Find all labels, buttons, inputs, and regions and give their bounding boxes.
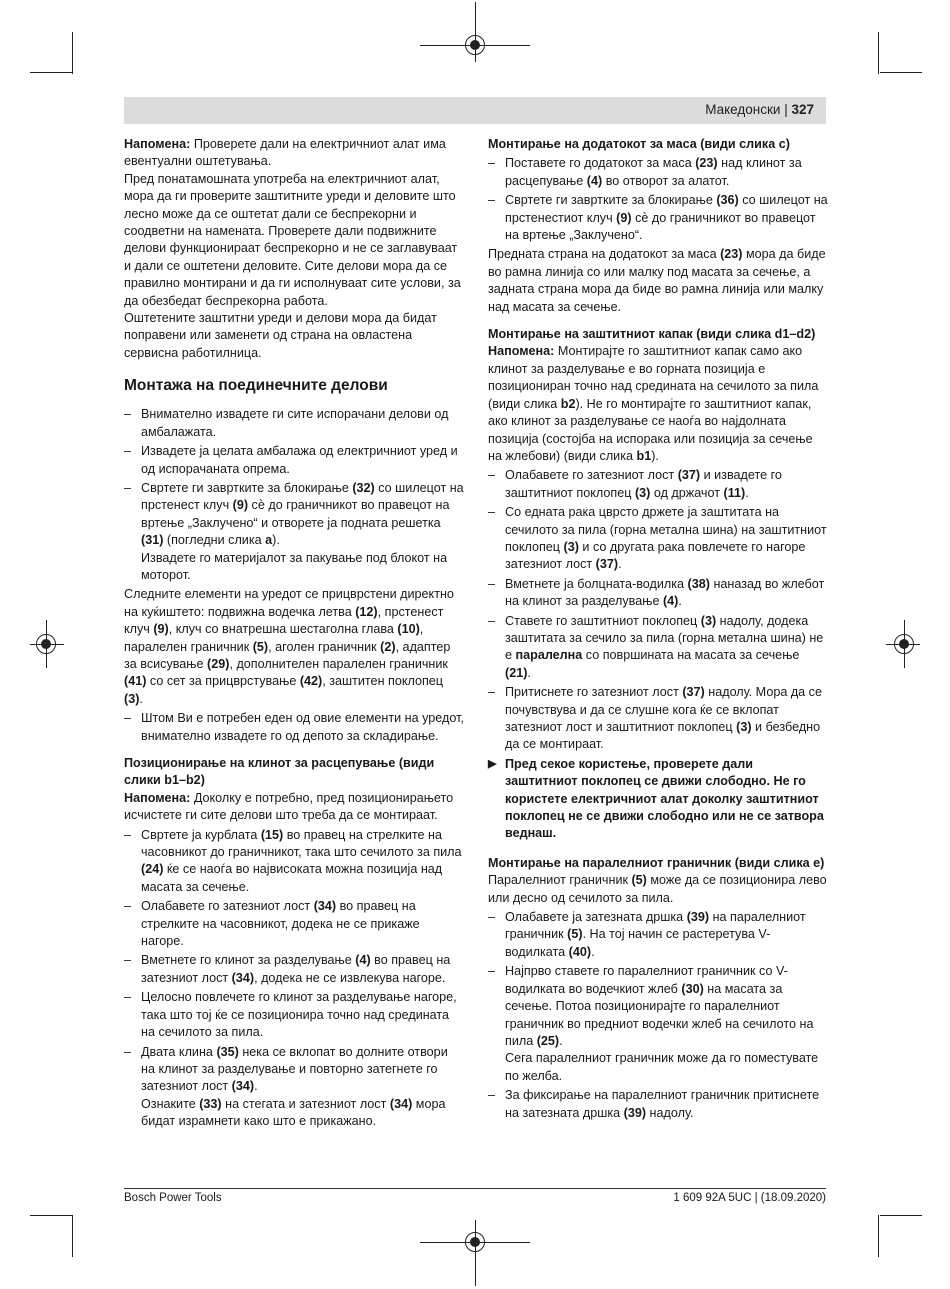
list-item: – Двата клина (35) нека се вклопат во долните отвори на клинот за разделување и повторно затегнете го затезниот лост (34). Ознаките (33) на стегата и затезниот лост (34) мора бидат израмнети како што е прикажано.: [124, 1044, 464, 1131]
paragraph: Пред понатамошната употреба на електричниот алат, мора да ги проверите заштитните уреди и деловите што лесно може да се оштетат дали се беспрекорни и соодветни на намената. Проверете дали подвижните делови функционираат беспрекорно и не се заглавуваат и дали се оштетени деловите. Сите делови мора да се правилно монтирани и да ги исполнуваат сите услови, за да обезбедат беспрекорна работа.: [124, 171, 461, 308]
registration-target-icon: [465, 35, 485, 55]
list-item: – За фиксирање на паралелниот граничник притиснете на затезната дршка (39) надолу.: [488, 1087, 828, 1122]
subsection-heading: Позиционирање на клинот за расцепување (види слики b1–b2): [124, 756, 435, 788]
subsection-heading: Монтирање на додатокот за маса (види слика c): [488, 137, 790, 151]
note-paragraph: [124, 790, 464, 825]
list-subtext: Сега паралелниот граничник може да го поместувате по желба.: [505, 1051, 819, 1083]
registration-target-icon: [465, 1232, 485, 1252]
list-item: – Вметнете го клинот за разделување (4) во правец на затезниот лост (34), додека не се извлекува нагоре.: [124, 952, 464, 987]
list-item: – Со едната рака цврсто држете ја заштитата на сечилото за пила (горна метална шина) на заштитниот поклопец (3) и со другата рака повлечете го нагоре затезниот лост (37).: [488, 504, 828, 574]
list-item: – Извадете ја целата амбалажа од електричниот уред и од испорачаната опрема.: [124, 443, 464, 478]
table-extension-list: [488, 155, 828, 244]
list-item: – Вметнете ја болцната-водилка (38) наназад во жлебот на клинот за разделување (4).: [488, 576, 828, 611]
footer-doc-id: 1 609 92A 5UC | (18.09.2020): [673, 1192, 826, 1204]
header-separator: |: [784, 102, 788, 117]
crop-mark: [72, 1215, 73, 1257]
list-item: – Олабавете го затезниот лост (37) и извадете го заштитниот поклопец (3) од држачот (11).: [488, 467, 828, 502]
footer-divider: [124, 1188, 826, 1189]
note-label: Напомена:: [124, 137, 191, 151]
list-item: – Притиснете го затезниот лост (37) надолу. Мора да се почувствува и да се слушне кога ќе се вклопат затезниот лост и заштитниот поклопец (3) и безбедно да се монтираат.: [488, 684, 828, 754]
subsection-heading: Монтирање на заштитниот капак (види слика d1–d2): [488, 327, 816, 342]
positioning-list: [124, 827, 464, 1131]
list-item: – Свртете ја курблата (15) во правец на стрелките на часовникот до граничникот, така што сечилото за пила (24) ќе се наоѓа во највисоката можна позиција над масата за сечење.: [124, 827, 464, 897]
registration-line: [475, 1220, 476, 1286]
note-label: Напомена:: [124, 790, 191, 805]
paragraph: Оштетените заштитни уреди и делови мора да бидат поправени или заменети од страна на овластена сервисна работилница.: [124, 311, 437, 360]
note-paragraph: Напомена: Монтирајте го заштитниот капак само ако клинот за разделување е во горната позиција е позициониран точно над средината на сечилото за пила (види слика b2). Не го монтирајте го заштитниот капак, ако клинот за разделување се наоѓа во најдолната позиција (состојба на испорака или позиција за сечење на жлебови) (види слика b1).: [488, 344, 819, 463]
list-item: – Ставете го заштитниот поклопец (3) надолу, додека заштитата за сечило за пила (горна метална шина) не е паралелна со површината на масата за сечење (21).: [488, 613, 828, 683]
fence-list: [488, 909, 828, 1122]
note-paragraph: [124, 136, 464, 171]
page-header: [124, 97, 826, 124]
registration-target-icon: [894, 634, 914, 654]
list-item: – Штом Ви е потребен еден од овие елементи на уредот, внимателно извадете го од депото за складирање.: [124, 710, 464, 745]
paragraph: Предната страна на додатокот за маса (23) мора да биде во рамна линија со или малку под масата за сечење, а задната страна мора да биде во рамна линија или малку над масата за сечење.: [488, 247, 826, 314]
crop-mark: [30, 1215, 72, 1216]
right-column: [488, 136, 828, 1124]
subsection-heading: Монтирање на паралелниот граничник (види слика e): [488, 855, 825, 870]
note-text: Проверете дали на електричниот алат има евентуални оштетувања.: [124, 137, 446, 169]
list-item: – Најпрво ставете го паралелниот граничник со V-водилката во водечкиот жлеб (30) на масата за сечење. Потоа позиционирајте го паралелниот граничник во предниот водечки жлеб на сечилото на пила (25). Сега паралелниот граничник може да го поместувате по желба.: [488, 963, 828, 1085]
safety-warning: ▶ Пред секое користење, проверете дали заштитниот поклопец се движи слободно. Не го користете електричниот алат доколку заштитниот поклопец не се движи слободно или не се затвора веднаш.: [488, 756, 828, 843]
crop-mark: [880, 72, 922, 73]
page-number: 327: [791, 102, 814, 117]
crop-mark: [880, 1215, 922, 1216]
paragraph: Следните елементи на уредот се прицврстени директно на куќиштето: подвижна водечка летва (12), прстенест клуч (9), клуч со внатрешна шестаголна глава (10), паралелен граничник (5), аголен граничник (2), адаптер за всисување (29), дополнителен паралелен граничник (41) со сет за прицврстување (42), заштитен поклопец (3).: [124, 587, 454, 706]
registration-target-icon: [36, 634, 56, 654]
crop-mark: [30, 72, 72, 73]
crop-mark: [72, 32, 73, 74]
note-text: Доколку е потребно, пред позиционирањето исчистете ги сите делови што треба да се монтираат.: [124, 790, 454, 823]
list-subtext: Извадете го материјалот за пакување под блокот на моторот.: [141, 550, 448, 582]
list-item: – Олабавете го затезниот лост (34) во правец на стрелките на часовникот, додека не се прикаже нагоре.: [124, 898, 464, 950]
list-item: – Целосно повлечете го клинот за разделување нагоре, така што тој ќе се позиционира точно над средината на сечилото за пила.: [124, 989, 464, 1041]
list-item: – Олабавете ја затезната дршка (39) на паралелниот граничник (5). На тој начин се растеретува V-водилката (40).: [488, 909, 828, 961]
list-item: – Свртете ги завртките за блокирање (32) со шилецот на прстенест клуч (9) сѐ до граничникот во правецот на вртење „Заклучено“ и отворете ја подната решетка (31) (погледни слика a). Извадете го материјалот за пакување под блокот на моторот.: [124, 480, 464, 584]
header-text: [705, 102, 814, 117]
list-subtext: Ознаките (33) на стегата и затезниот лост (34) мора бидат израмнети како што е прикажано.: [141, 1096, 446, 1129]
footer-brand: Bosch Power Tools: [124, 1192, 222, 1204]
header-language: Македонски: [705, 102, 781, 117]
list-item: – Свртете ги завртките за блокирање (36) со шилецот на прстенестиот клуч (9) сѐ до граничникот во правецот на вртење „Заклучено“.: [488, 192, 828, 244]
note-label: Напомена:: [488, 344, 555, 359]
section-heading: Монтажа на поединечните делови: [124, 377, 388, 395]
crop-mark: [878, 32, 879, 74]
left-column: [124, 136, 464, 1133]
list-item: – Внимателно извадете ги сите испорачани делови од амбалажата.: [124, 406, 464, 441]
list-item: – Поставете го додатокот за маса (23) над клинот за расцепување (4) во отворот за алатот.: [488, 155, 828, 190]
storage-list: [124, 710, 464, 745]
guard-list: [488, 467, 828, 754]
assembly-list: [124, 406, 464, 584]
crop-mark: [878, 1215, 879, 1257]
paragraph: Паралелниот граничник (5) може да се позиционира лево или десно од сечилото за пила.: [488, 873, 827, 905]
